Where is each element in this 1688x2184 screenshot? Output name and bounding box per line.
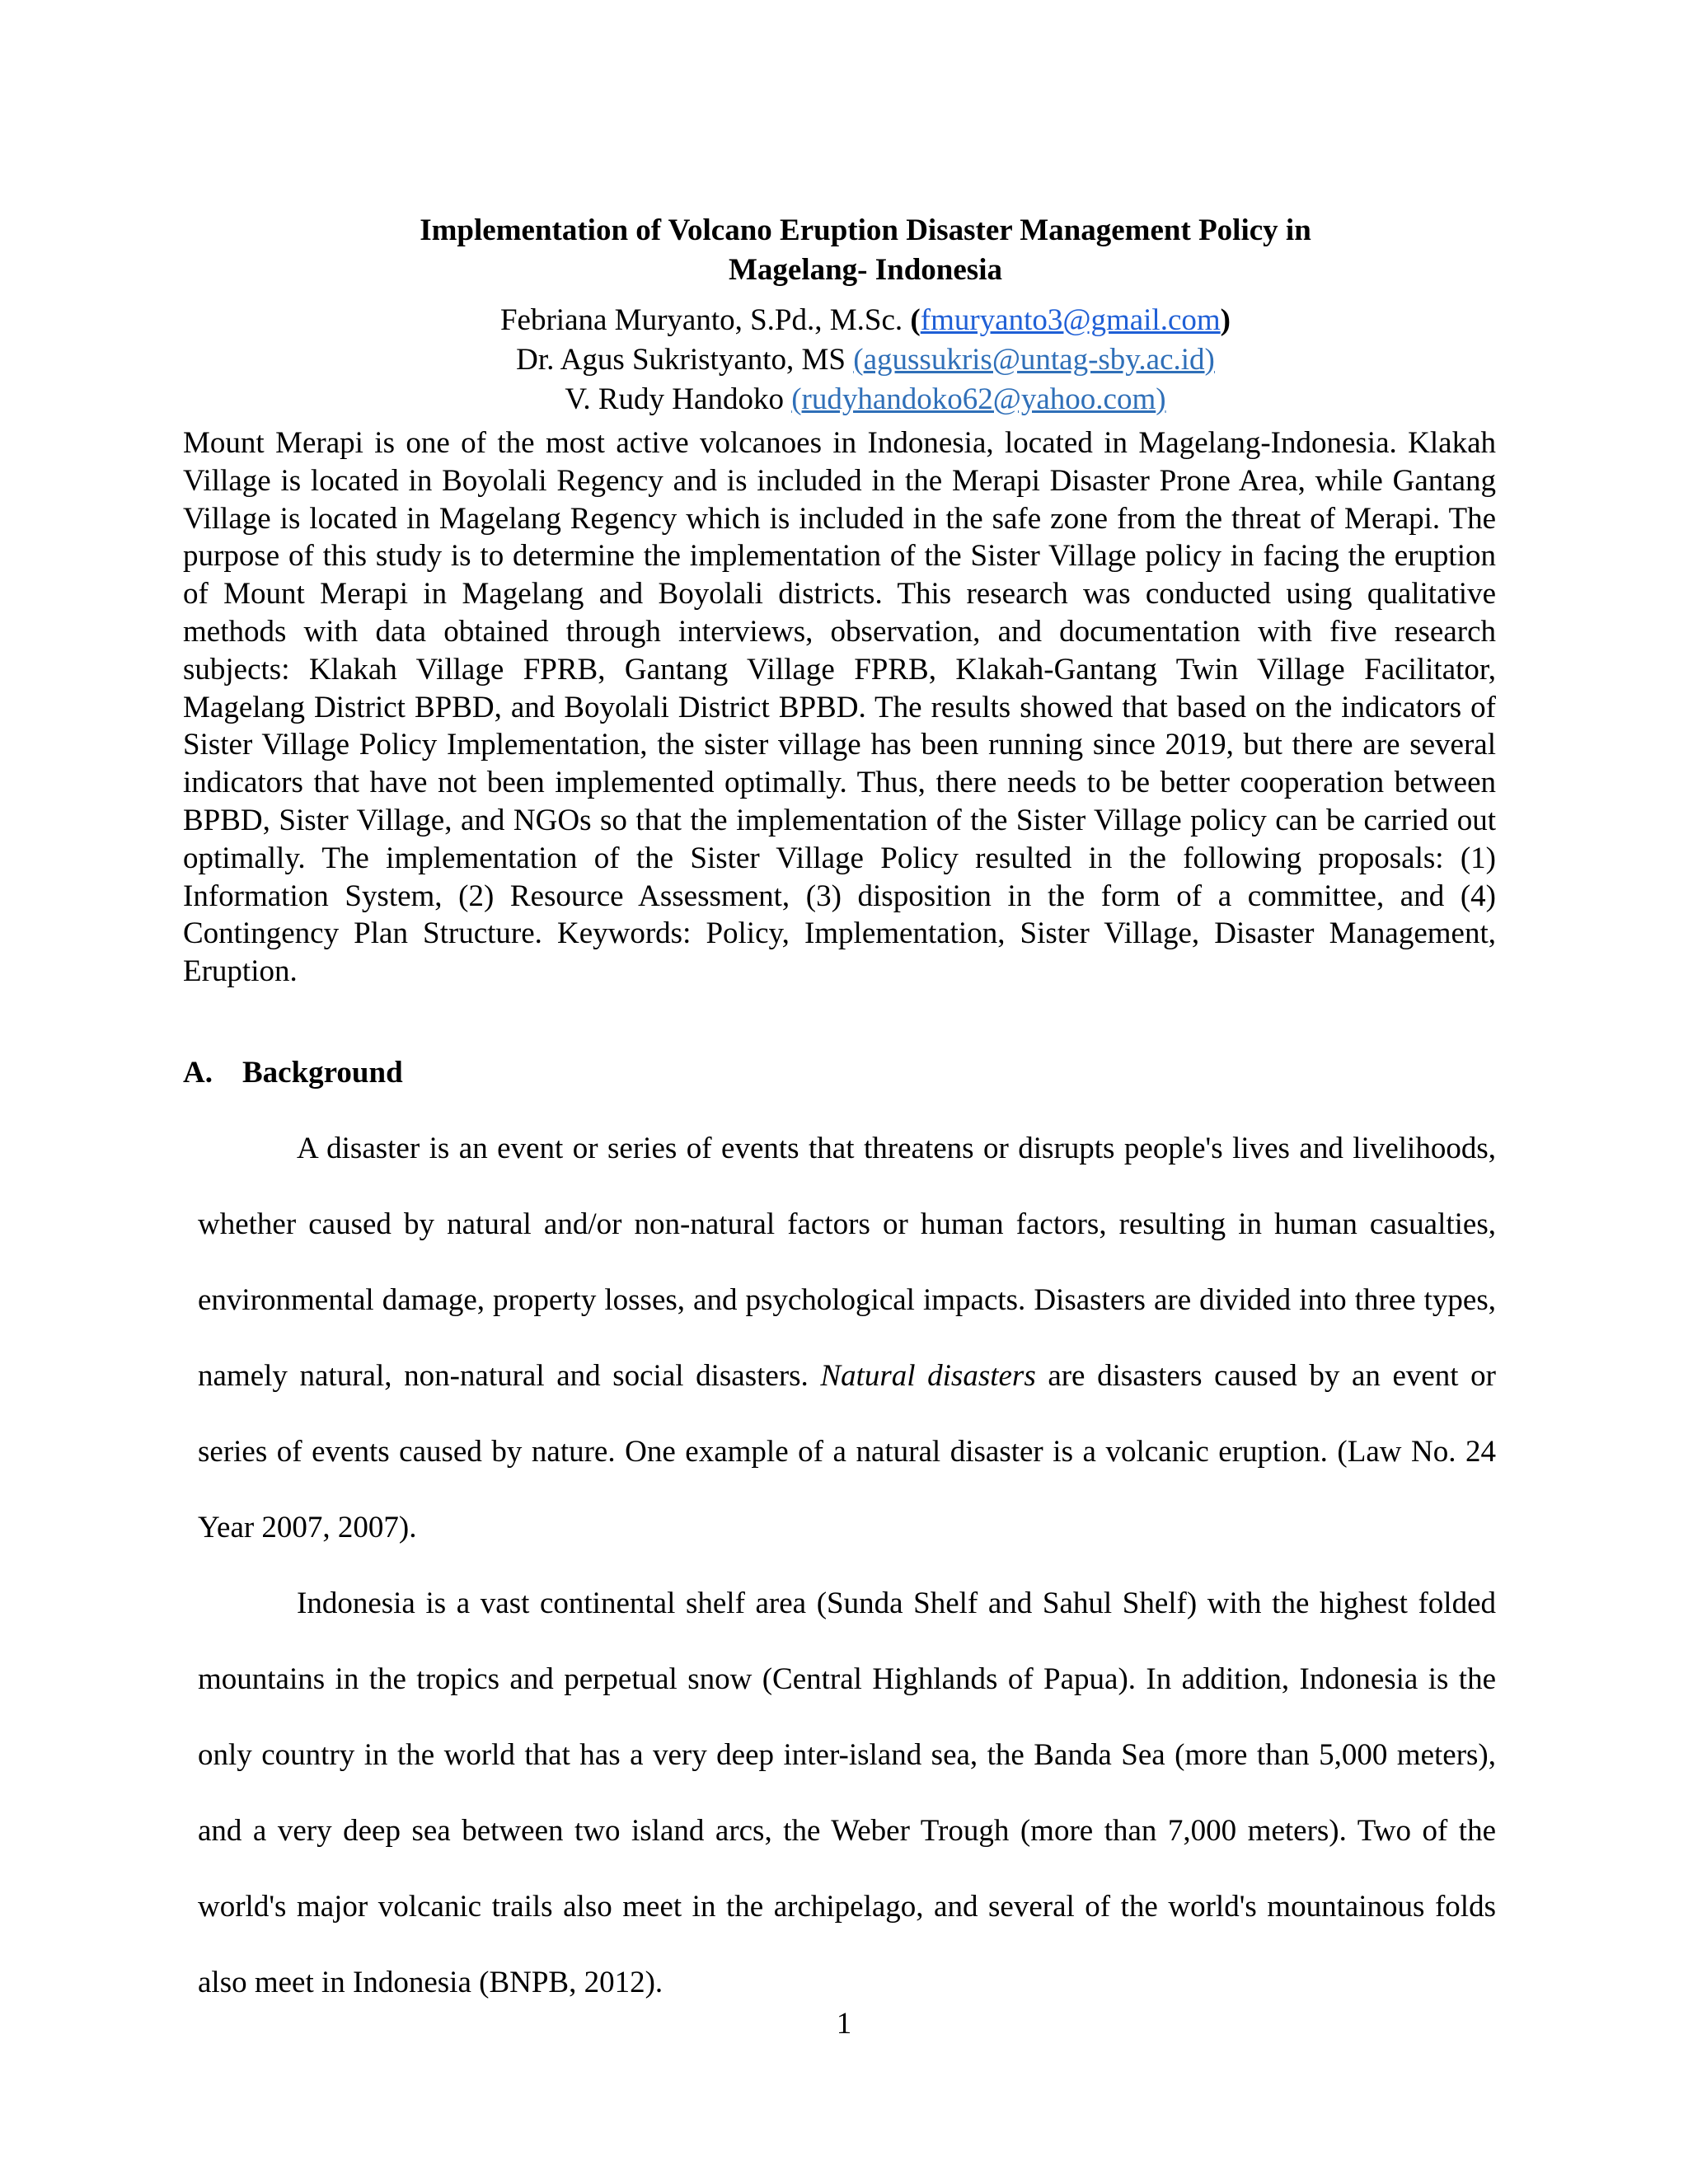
author-2: [190, 340, 1541, 380]
author-1-name: Febriana Muryanto, S.Pd., M.Sc.: [499, 303, 903, 337]
abstract: Mount Merapi is one of the most active volcanoes in Indonesia, located in Magelang-Indonesia. Klakah Village is located in Boyolali Regency and is included in the Merapi Disaster Prone Area, while Gantang Village is located in Magelang Regency which is included in the safe zone from the threat of Merapi. The purpose of this study is to determine the implementation of the Sister Village policy in facing the eruption of Mount Merapi in Magelang and Boyolali districts. This research was conducted using qualitative methods with data obtained through interviews, observation, and documentation with five research subjects: Klakah Village FPRB, Gantang Village FPRB, Klakah-Gantang Twin Village Facilitator, Magelang District BPBD, and Boyolali District BPBD. The results showed that based on the indicators of Sister Village Policy Implementation, the sister village has been running since 2019, but there are several indicators that have not been implemented optimally. Thus, there needs to be better cooperation between BPBD, Sister Village, and NGOs so that the implementation of the Sister Village policy can be carried out optimally. The implementation of the Sister Village Policy resulted in the following proposals: (1) Information System, (2) Resource Assessment, (3) disposition in the form of a committee, and (4) Contingency Plan Structure. Keywords: Policy, Implementation, Sister Village, Disaster Management, Eruption.: [183, 426, 1496, 989]
italic-term: Natural disasters: [820, 1359, 1036, 1393]
section-heading: [183, 1053, 403, 1093]
section-title: Background: [242, 1056, 403, 1090]
author-1-email-link[interactable]: fmuryanto3@gmail.com: [920, 303, 1221, 337]
paper-title-line-2: Magelang- Indonesia: [728, 253, 1002, 287]
body-paragraph-1: A disaster is an event or series of events that threatens or disrupts people's lives and livelihoods, whether caused by natural and/or non-natural factors or human factors, resulting in human casualties, environmental damage, property losses, and psychological impacts. Disasters are divided into three types, namely natural, non-natural and social disasters. Natural disasters are disasters caused by an event or series of events caused by nature. One example of a natural disaster is a volcanic eruption. (Law No. 24 Year 2007, 2007).: [198, 1132, 1497, 1544]
author-1: Febriana Muryanto, S.Pd., M.Sc. (fmuryanto3@gmail.com): [499, 303, 1231, 337]
author-3-email-link[interactable]: (rudyhandoko62@yahoo.com): [791, 382, 1166, 416]
author-list: [190, 301, 1541, 419]
author-3-name: V. Rudy Handoko: [565, 382, 784, 416]
section-number: A.: [183, 1056, 213, 1090]
author-3: [190, 380, 1541, 419]
paper-title: [190, 211, 1541, 290]
author-2-name: Dr. Agus Sukristyanto, MS: [516, 343, 846, 377]
page-number: 1: [836, 2007, 852, 2041]
body-paragraph-2: Indonesia is a vast continental shelf area (Sunda Shelf and Sahul Shelf) with the highest folded mountains in the tropics and perpetual snow (Central Highlands of Papua). In addition, Indonesia is the only country in the world that has a very deep inter-island sea, the Banda Sea (more than 5,000 meters), and a very deep sea between two island arcs, the Weber Trough (more than 7,000 meters). Two of the world's major volcanic trails also meet in the archipelago, and several of the world's mountainous folds also meet in Indonesia (BNPB, 2012).: [198, 1586, 1496, 1999]
author-2-email-link[interactable]: (agussukris@untag-sby.ac.id): [853, 343, 1215, 377]
paper-title-line-1: Implementation of Volcano Eruption Disaster Management Policy in: [420, 213, 1311, 247]
